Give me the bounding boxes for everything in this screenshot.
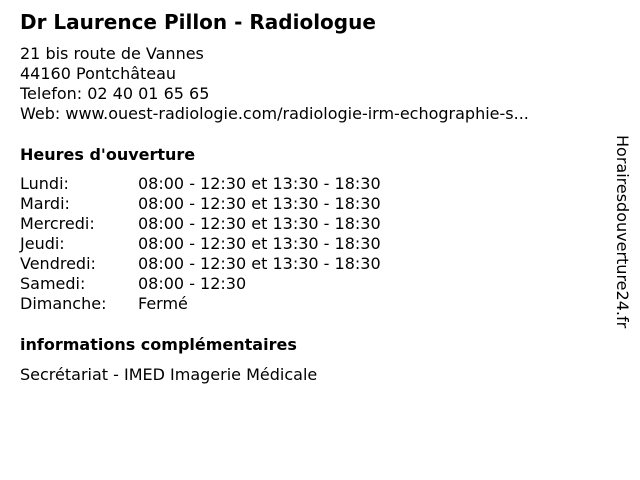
hours-row-thursday [20,234,381,254]
hours-day: Lundi: [20,174,69,193]
opening-hours-table [20,174,381,314]
hours-time: 08:00 - 12:30 et 13:30 - 18:30 [138,214,381,233]
opening-hours-heading: Heures d'ouverture [20,145,196,164]
additional-info-text: Secrétariat - IMED Imagerie Médicale [20,365,318,384]
hours-time: 08:00 - 12:30 et 13:30 - 18:30 [138,174,381,193]
hours-row-tuesday [20,194,381,214]
website-link[interactable]: Web: www.ouest-radiologie.com/radiologie-irm-echographie-s... [20,104,529,123]
hours-day: Mardi: [20,194,70,213]
hours-time: 08:00 - 12:30 et 13:30 - 18:30 [138,194,381,213]
hours-day: Mercredi: [20,214,95,233]
site-watermark: Horairesdouverture24.fr [613,135,632,329]
phone-line[interactable]: Telefon: 02 40 01 65 65 [20,84,210,103]
hours-time: 08:00 - 12:30 [138,274,247,293]
hours-day: Samedi: [20,274,86,293]
hours-row-sunday [20,294,381,314]
web-line[interactable] [20,104,529,124]
hours-row-monday [20,174,381,194]
address-block [20,44,529,124]
hours-row-saturday [20,274,381,294]
hours-day: Vendredi: [20,254,96,273]
hours-row-wednesday [20,214,381,234]
hours-time: 08:00 - 12:30 et 13:30 - 18:30 [138,254,381,273]
hours-day: Dimanche: [20,294,107,313]
hours-time: Fermé [138,294,188,313]
additional-info-heading: informations complémentaires [20,335,297,354]
hours-time: 08:00 - 12:30 et 13:30 - 18:30 [138,234,381,253]
hours-day: Jeudi: [20,234,65,253]
hours-row-friday [20,254,381,274]
address-street: 21 bis route de Vannes [20,44,204,63]
address-city: 44160 Pontchâteau [20,64,177,83]
page-title: Dr Laurence Pillon - Radiologue [20,10,376,34]
